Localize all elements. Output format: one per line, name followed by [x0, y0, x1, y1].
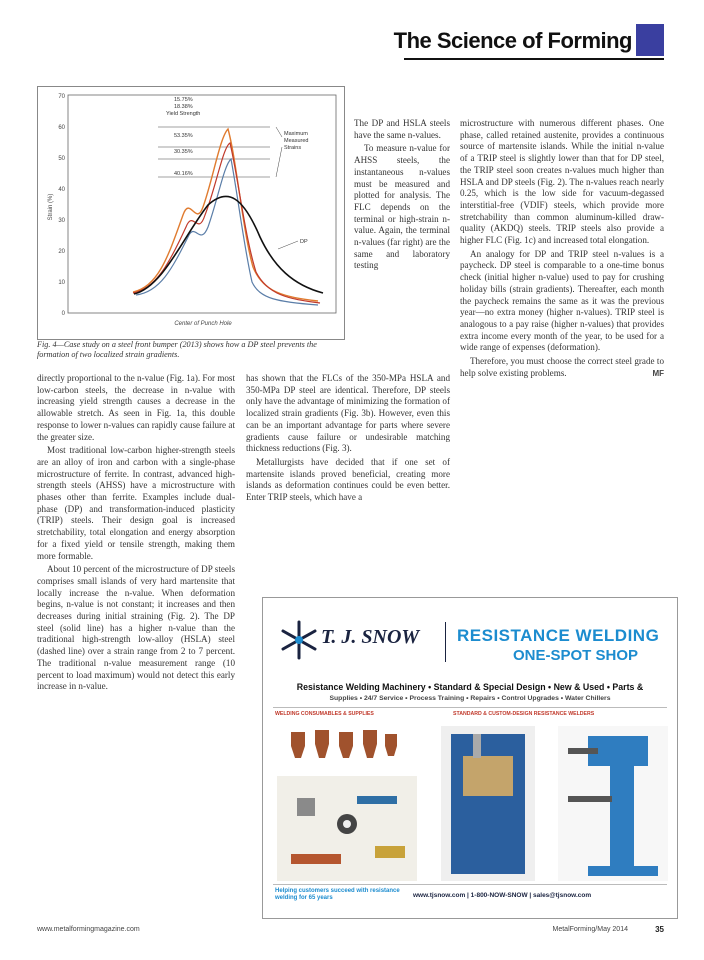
paragraph: An analogy for DP and TRIP steel n-values is a paycheck. DP steel is comparable to a one-time bonus check (initial higher n-value) used to pay for crushing holiday bills (strain gradients). Thereafter, each month the paycheck remains the same as it was the previous year—no extra money (higher n-values). TRIP steel is analogous to a pay raise (higher n-values) that provides extra income every month of the year, to be used for a wide range of expenses (deformation). [460, 248, 664, 353]
y-tick-20: 20 [58, 249, 65, 255]
paragraph: microstructure with numerous different phases. One phase, called retained austenite, provides a continuous source of martensite islands. While the initial n-value of a TRIP steel is slightly lower than that for DP steel, the TRIP steel soon creates n-values much higher than HSLA and DP steels (Fig. 2). The n-values reach nearly 0.25, which is the low side for vacuum-degassed interstitial-free (VDIF) steels, which provide more stretchability than common aluminum-killed draw-quality (AKDQ) steels. TRIP steels also provide a higher FLC (Fig. 1c) and increased total elongation. [460, 118, 664, 246]
legend-max-3: Strains [284, 145, 302, 151]
ad-bottom-rule [273, 884, 667, 885]
paragraph: has shown that the FLCs of the 350-MPa HSLA and 350-MPa DP steel are identical. Therefore, DP steels only have the advantage of minimizing the formation of localized strain gradients (Fig. 3b). However, even this can be an important advantage for parts where severe gradients cause failure or undesirable matching thickness reductions (Fig. 3). [246, 373, 450, 454]
y-tick-0: 0 [61, 311, 65, 317]
y-tick-40: 40 [58, 187, 65, 193]
y-tick-60: 60 [58, 125, 65, 131]
tj-snow-advertisement[interactable] [262, 597, 678, 919]
column-middle [246, 373, 450, 506]
annotation-mid-2: 30.35% [174, 149, 193, 155]
annotation-top-1: 15.75% [174, 97, 193, 103]
y-tick-10: 10 [58, 280, 65, 286]
annotation-top-2: 18.38% [174, 104, 193, 110]
paragraph: The DP and HSLA steels have the same n-values. [354, 118, 450, 140]
ad-company-name: T. J. SNOW [321, 626, 420, 648]
annotation-mid-3: 40.16% [174, 171, 193, 177]
y-tick-70: 70 [58, 94, 65, 100]
paragraph-text: Therefore, you must choose the correct steel grade to help solve existing problems. [460, 356, 664, 378]
paragraph [460, 356, 664, 379]
y-tick-30: 30 [58, 218, 65, 224]
ad-services-line1: Resistance Welding Machinery • Standard & Special Design • New & Used • Parts & [296, 682, 644, 692]
strain-chart [38, 87, 344, 339]
welding-supplies-image [277, 776, 417, 881]
legend-max-2: Measured [284, 138, 309, 144]
ad-contact-line[interactable]: www.tjsnow.com | 1-800-NOW-SNOW | sales@tjsnow.com [413, 892, 592, 899]
ad-rule [273, 707, 667, 708]
page-number: 35 [655, 925, 664, 934]
column-right [460, 118, 664, 381]
legend-max-1: Maximum [284, 131, 308, 137]
ad-headline-resistance-welding: RESISTANCE WELDING [457, 626, 660, 645]
x-axis-label: Center of Punch Hole [174, 321, 232, 327]
figure-caption: Fig. 4—Case study on a steel front bumper (2013) shows how a DP steel prevents the formation of two localized strain gradients. [37, 340, 317, 359]
ad-sub-consumables: WELDING CONSUMABLES & SUPPLIES [275, 711, 374, 717]
snowflake-logo-icon [279, 618, 319, 662]
ad-services-line2: Supplies • 24/7 Service • Process Training • Repairs • Control Upgrades • Water Chillers [329, 695, 611, 702]
electrode-tips-image [285, 726, 405, 766]
ad-headline-one-spot-shop: ONE-SPOT SHOP [513, 647, 639, 664]
footer-issue: MetalForming/May 2014 [552, 926, 628, 933]
welding-press-machine-image [433, 726, 543, 881]
ad-sub-welders: STANDARD & CUSTOM-DESIGN RESISTANCE WELDERS [453, 711, 595, 717]
ad-tagline: Helping customers succeed with resistance welding for 65 years [275, 888, 400, 901]
column-left [37, 373, 235, 695]
paragraph: To measure n-value for AHSS steels, the instantaneous n-values must be measured and plotted for analysis. The FLC depends on the terminal or high-strain n-value. Again, the terminal n-values (far right) are the same and laboratory testing [354, 143, 450, 271]
header-rule [404, 58, 664, 60]
strain-figure [37, 86, 345, 340]
footer-website[interactable]: www.metalformingmagazine.com [37, 926, 140, 933]
dp-label: DP [300, 239, 308, 245]
spot-welder-machine-image [558, 726, 668, 881]
annotation-mid-1: 53.35% [174, 133, 193, 139]
y-axis-label: Strain (%) [48, 193, 54, 221]
column-middle-top [354, 118, 450, 274]
paragraph: Most traditional low-carbon higher-strength steels are an alloy of iron and carbon with a single-phase microstructure of ferrite. In contrast, advanced high-strength steels (AHSS) have a microstructure with phases other than ferrite. Examples include dual-phase (DP) and transformation-induced plasticity (TRIP) steels. Their design goal is increased stretchability, total elongation and energy absorption for a fixed yield or tensile strength, making them more formable. [37, 445, 235, 561]
ad-divider [445, 622, 446, 662]
section-accent-block [636, 24, 664, 56]
annotation-top-3: Yield Strength [166, 111, 201, 117]
section-title: The Science of Forming [393, 28, 632, 53]
end-mark: MF [652, 368, 664, 378]
paragraph: directly proportional to the n-value (Fig. 1a). For most low-carbon steels, the decrease in n-value with increasing yield strength causes a decrease in the allowable stretch. As seen in Fig. 1a, this double response to lower n-values can rapidly cause failure at the greater size. [37, 373, 236, 442]
paragraph: About 10 percent of the microstructure of DP steels comprises small islands of very hard martensite that locally increase the n-value. When deformation begins, n-value is not constant; it increases and then decreases during initial straining (Fig. 2). The DP steel (solid line) has a higher n-value than the traditional high-strength low-alloy (HSLA) steel (dashed line) over a strain range from 2 to 7 percent. The traditional n-value measurement range (10 percent to load maximum) would not detect this early increase in n-value. [37, 564, 235, 692]
paragraph: Metallurgists have decided that if one set of martensite islands proved beneficial, creating more islands as deformation continues could be even better. Enter TRIP steels, which have a [246, 456, 450, 503]
y-tick-50: 50 [58, 156, 65, 162]
